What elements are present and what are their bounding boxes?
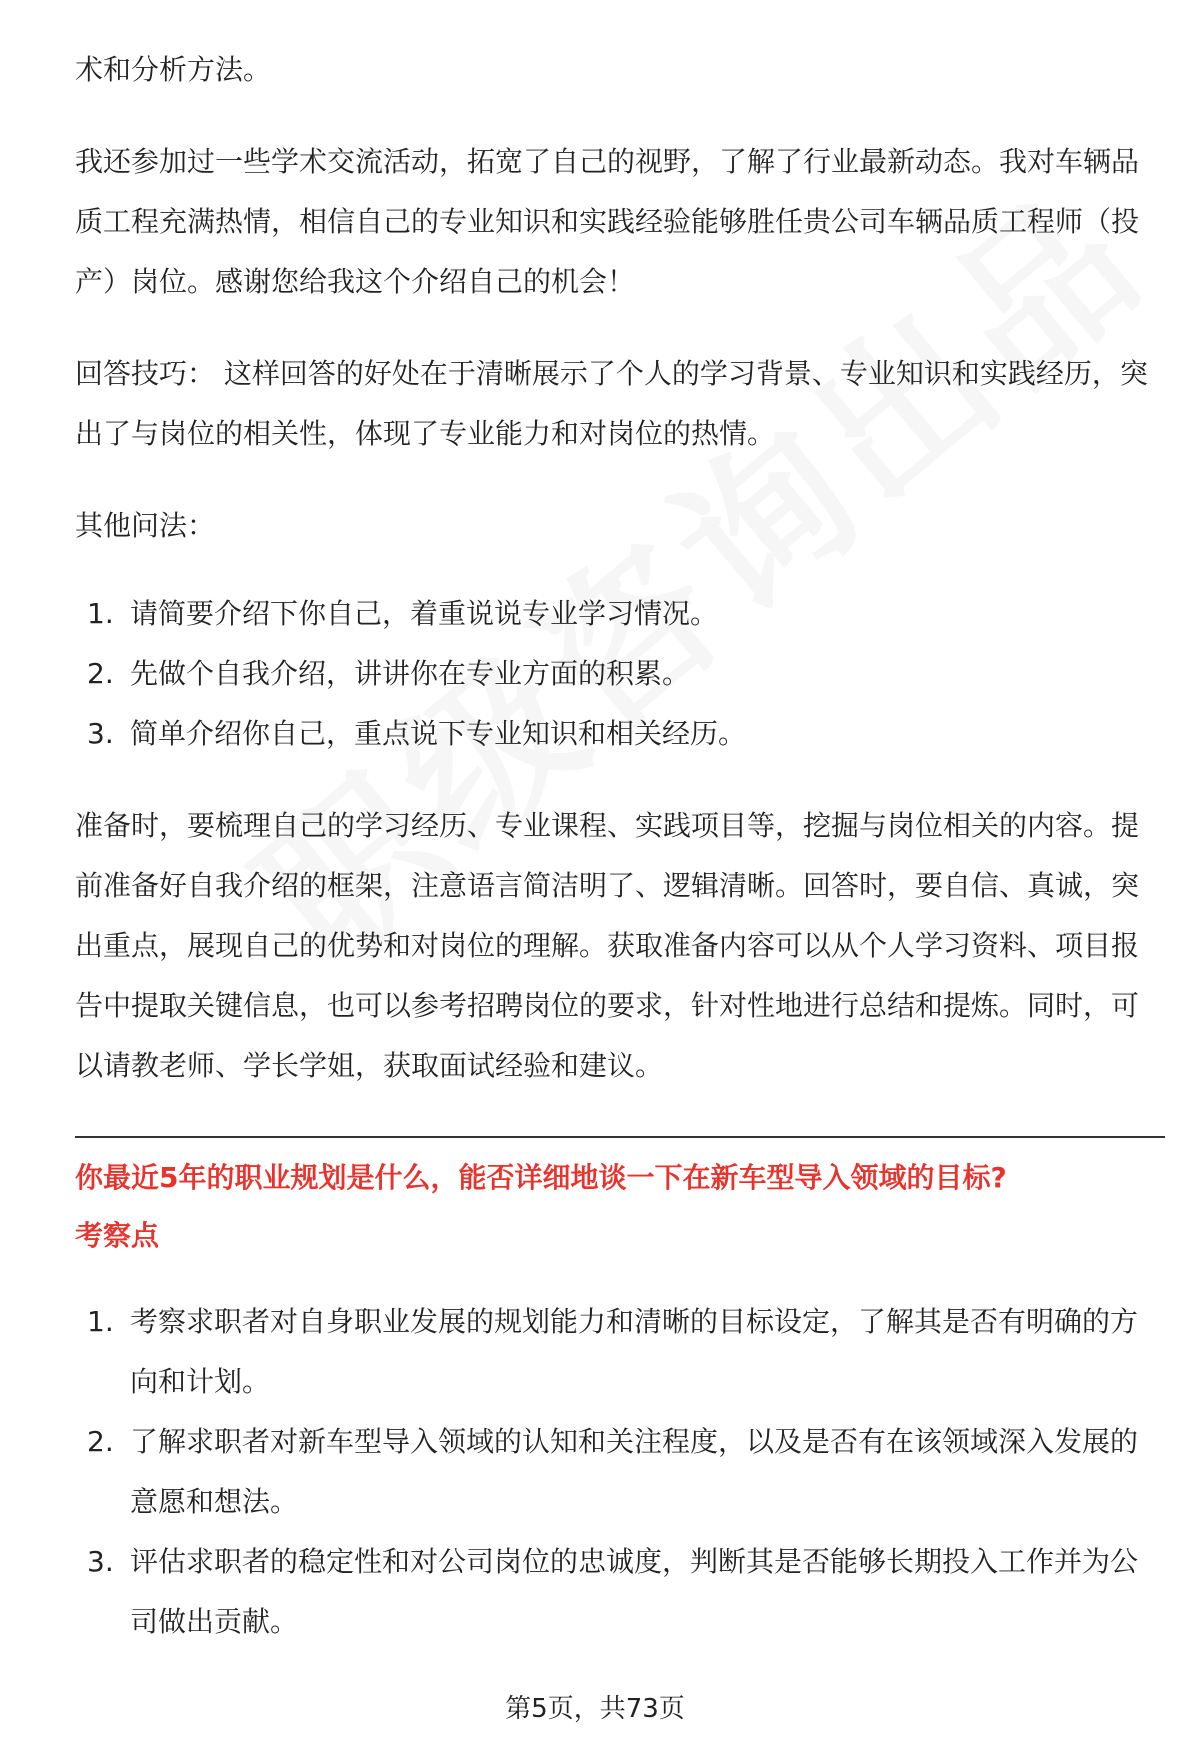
activities-paragraph: 我还参加过一些学术交流活动，拓宽了自己的视野，了解了行业最新动态。我对车辆品质工程充满热情，相信自己的专业知识和实践经验能够胜任贵公司车辆品质工程师（投产）岗位。感谢您给我这个介绍自己的机会！: [75, 145, 1140, 298]
answer-tip-paragraph: 回答技巧： 这样回答的好处在于清晰展示了个人的学习背景、专业知识和实践经历，突出了与岗位的相关性，体现了专业能力和对岗位的热情。: [75, 357, 1148, 450]
list-item: [75, 704, 1165, 764]
list-text: 先做个自我介绍，讲讲你在专业方面的积累。: [130, 657, 691, 690]
focus-points-list: [75, 1292, 1165, 1652]
document-page: [75, 40, 1165, 1652]
list-number: 1.: [87, 1305, 114, 1338]
intro-tail-paragraph: 术和分析方法。: [75, 53, 272, 86]
list-text: 评估求职者的稳定性和对公司岗位的忠诚度，判断其是否能够长期投入工作并为公司做出贡献。: [130, 1545, 1139, 1638]
other-asks-list: [75, 584, 1165, 764]
list-item: [75, 644, 1165, 704]
list-number: 2.: [87, 1425, 114, 1458]
list-item: [75, 1292, 1165, 1412]
preparation-paragraph: 准备时，要梳理自己的学习经历、专业课程、实践项目等，挖掘与岗位相关的内容。提前准备好自我介绍的框架，注意语言简洁明了、逻辑清晰。回答时，要自信、真诚，突出重点，展现自己的优势和对岗位的理解。获取准备内容可以从个人学习资料、项目报告中提取关键信息，也可以参考招聘岗位的要求，针对性地进行总结和提炼。同时，可以请教老师、学长学姐，获取面试经验和建议。: [75, 809, 1140, 1082]
list-item: [75, 1532, 1165, 1652]
page-footer: 第5页，共73页: [505, 1694, 685, 1724]
list-item: [75, 1412, 1165, 1532]
list-item: [75, 584, 1165, 644]
list-number: 3.: [87, 717, 114, 750]
list-text: 请简要介绍下你自己，着重说说专业学习情况。: [130, 597, 719, 630]
other-asks-label: 其他问法：: [75, 509, 216, 542]
list-number: 2.: [87, 657, 114, 690]
section-divider: [75, 1136, 1165, 1138]
list-text: 考察求职者对自身职业发展的规划能力和清晰的目标设定，了解其是否有明确的方向和计划。: [130, 1305, 1139, 1398]
list-number: 1.: [87, 597, 114, 630]
interview-question: 你最近5年的职业规划是什么，能否详细地谈一下在新车型导入领域的目标?: [75, 1161, 1007, 1194]
focus-label: 考察点: [75, 1219, 160, 1252]
list-number: 3.: [87, 1545, 114, 1578]
list-text: 简单介绍你自己，重点说下专业知识和相关经历。: [130, 717, 747, 750]
list-text: 了解求职者对新车型导入领域的认知和关注程度，以及是否有在该领域深入发展的意愿和想法。: [130, 1425, 1139, 1518]
